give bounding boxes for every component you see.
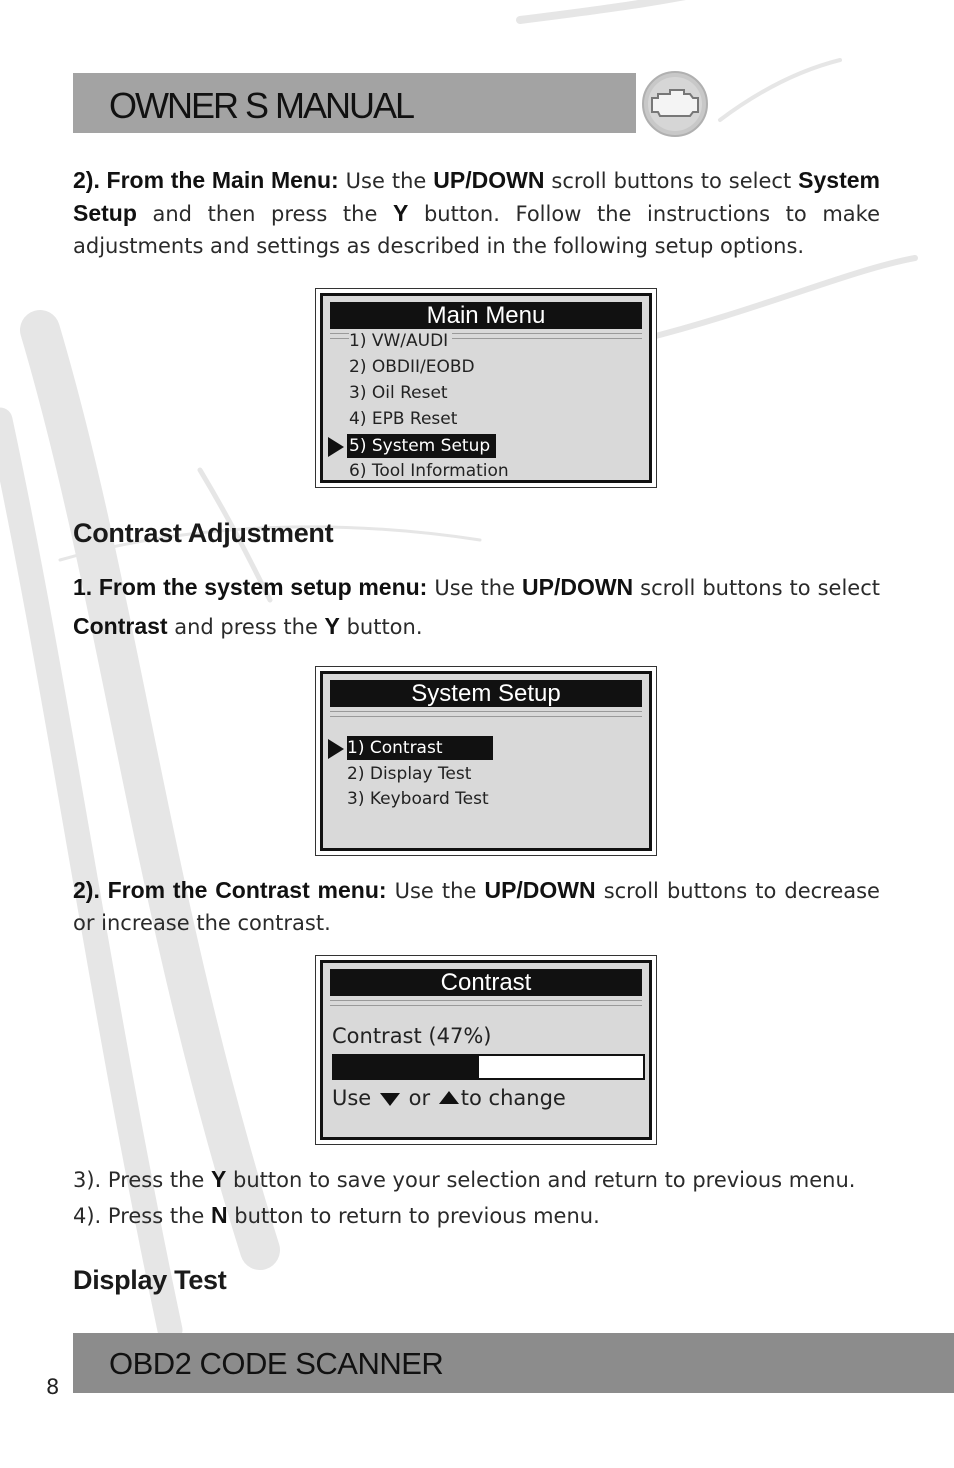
header-bar [73, 73, 636, 133]
screen-divider [330, 711, 642, 717]
menu-item: 2) OBDII/EOBD [349, 357, 475, 377]
system-setup-term: System Setup [73, 167, 880, 226]
hint-text: Use [332, 1086, 372, 1110]
menu-item: 4) EPB Reset [349, 409, 458, 429]
page-number: 8 [46, 1375, 60, 1399]
engine-icon [640, 70, 710, 138]
step1-lead: 1. From the system setup menu: [73, 574, 428, 600]
footer-bar [73, 1333, 954, 1393]
up-arrow-icon [439, 1091, 459, 1104]
screen-title: System Setup [330, 680, 642, 707]
y-key: Y [211, 1166, 227, 1192]
contrast-adjustment-heading: Contrast Adjustment [73, 518, 334, 548]
intro-paragraph [73, 164, 880, 262]
intro-text: Use the [338, 169, 434, 193]
step4-text: button to return to previous menu. [227, 1204, 600, 1228]
change-hint [332, 1086, 566, 1110]
screen-divider [330, 1000, 642, 1006]
step1-text: and press the [167, 615, 325, 639]
menu-item: 2) Display Test [347, 764, 472, 784]
step3-text: 3). Press the [73, 1168, 211, 1192]
contrast-step1-paragraph [73, 568, 880, 646]
menu-item: 1) VW/AUDI [349, 329, 452, 353]
y-key: Y [324, 613, 340, 639]
screen-display [320, 293, 652, 483]
footer-title: OBD2 CODE SCANNER [109, 1346, 444, 1381]
hint-text: or [408, 1086, 431, 1110]
updown-key: UP/DOWN [484, 877, 596, 903]
down-arrow-icon [380, 1093, 400, 1106]
contrast-level-bar [332, 1054, 645, 1080]
step2-lead: 2). From the Contrast menu: [73, 877, 387, 903]
main-menu-screen [315, 288, 657, 488]
updown-key: UP/DOWN [433, 167, 545, 193]
contrast-value-label: Contrast (47%) [332, 1024, 492, 1048]
step2-text: scroll buttons to decrease or increase the contrast. [73, 879, 880, 935]
intro-text: scroll buttons to select [544, 169, 799, 193]
intro-lead: 2). From the Main Menu: [73, 167, 339, 193]
contrast-step4 [73, 1202, 600, 1229]
menu-item: 3) Keyboard Test [347, 789, 489, 809]
step4-text: 4). Press the [73, 1204, 211, 1228]
intro-text: button. Follow the instructions to make adjustments and settings as described in the following setup options. [73, 202, 880, 258]
contrast-level-fill [334, 1056, 479, 1078]
contrast-step2-paragraph [73, 874, 880, 939]
menu-item: 6) Tool Information [349, 461, 509, 481]
screen-title: Main Menu [330, 302, 642, 329]
step1-text: button. [339, 615, 423, 639]
step2-text: Use the [386, 879, 485, 903]
updown-key: UP/DOWN [522, 574, 634, 600]
contrast-term: Contrast [73, 613, 168, 639]
n-key: N [211, 1202, 228, 1228]
screen-display [320, 671, 652, 851]
y-key: Y [393, 200, 409, 226]
hint-text: to change [460, 1086, 566, 1110]
menu-item-selected: 1) Contrast [347, 736, 493, 760]
step1-text: Use the [427, 576, 522, 600]
system-setup-screen [315, 666, 657, 856]
screen-display [320, 960, 652, 1140]
step1-text: scroll buttons to select [633, 576, 880, 600]
selection-cursor-icon [328, 739, 344, 759]
intro-text: and then press the [136, 202, 393, 226]
header-title: OWNER S MANUAL [109, 85, 414, 126]
display-test-heading: Display Test [73, 1265, 227, 1295]
contrast-screen [315, 955, 657, 1145]
contrast-step3 [73, 1166, 855, 1193]
menu-item-selected: 5) System Setup [347, 434, 496, 458]
selection-cursor-icon [328, 437, 344, 457]
step3-text: button to save your selection and return to previous menu. [226, 1168, 856, 1192]
menu-item: 3) Oil Reset [349, 383, 448, 403]
screen-title: Contrast [330, 969, 642, 996]
